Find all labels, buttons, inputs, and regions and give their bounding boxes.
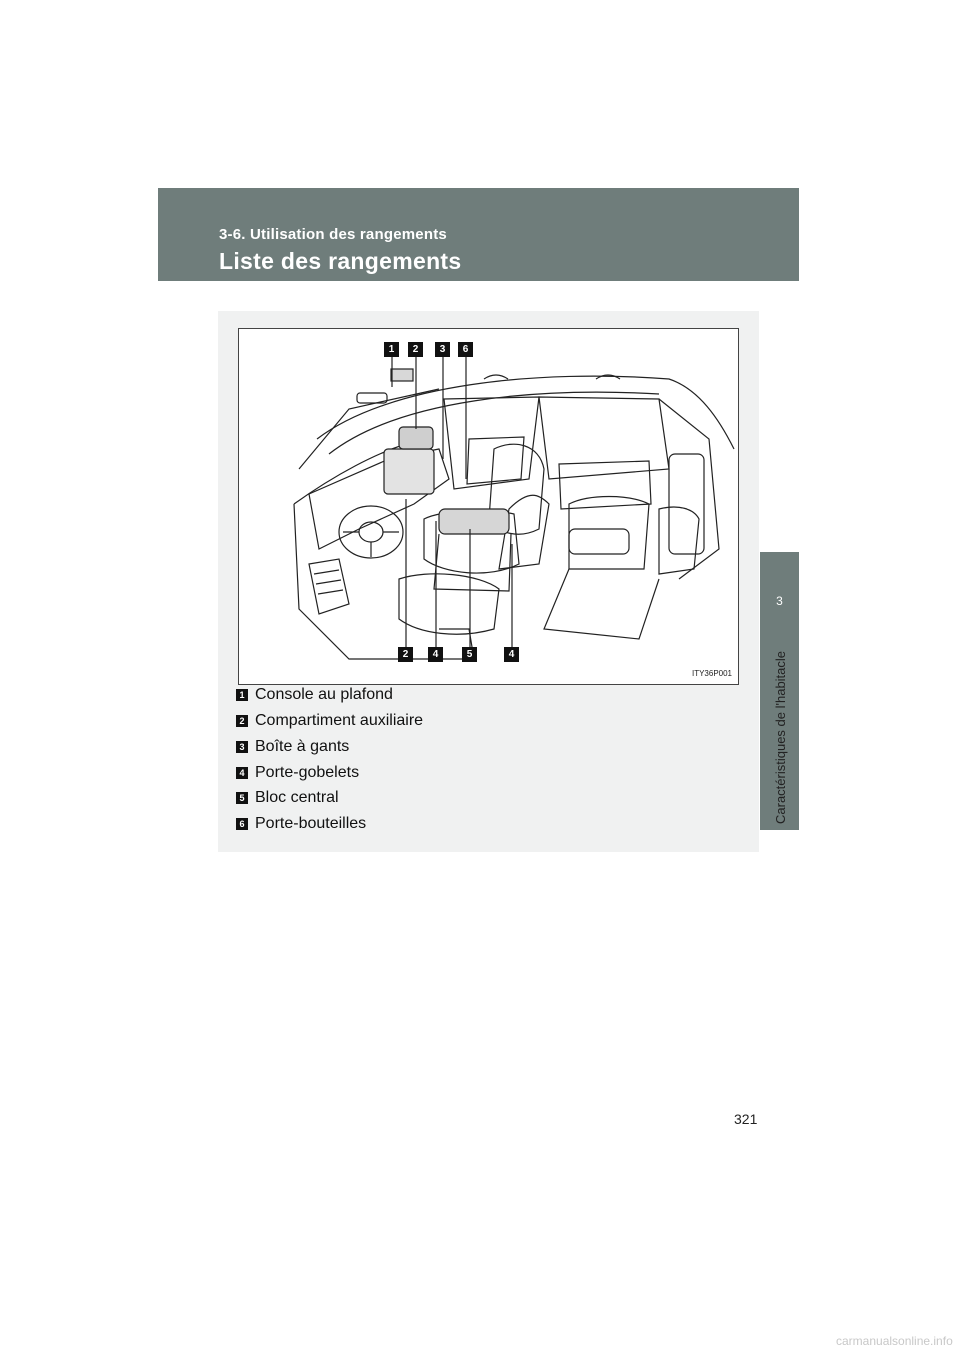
chapter-header [158, 188, 799, 281]
figure-code: ITY36P001 [691, 669, 732, 678]
callout-bottom-4b: 4 [504, 647, 519, 662]
callout-top-1: 1 [384, 342, 399, 357]
item-label: Console au plafond [255, 686, 393, 703]
item-number-badge: 5 [236, 792, 248, 804]
page-number: 321 [734, 1111, 758, 1127]
list-item [236, 686, 393, 706]
interior-illustration [238, 328, 739, 685]
callout-top-3: 3 [435, 342, 450, 357]
item-label: Porte-gobelets [255, 764, 360, 781]
chapter-side-label-box [767, 642, 793, 822]
callout-bottom-2: 2 [398, 647, 413, 662]
callout-bottom-4a: 4 [428, 647, 443, 662]
callout-bottom-5: 5 [462, 647, 477, 662]
section-heading: 3-6. Utilisation des rangements [219, 226, 447, 243]
chapter-side-label: Caractéristiques de l'habitacle [773, 650, 788, 824]
list-item [236, 712, 423, 732]
page-title: Liste des rangements [219, 248, 462, 274]
item-number-badge: 4 [236, 767, 248, 779]
callout-top-2: 2 [408, 342, 423, 357]
callout-top-6: 6 [458, 342, 473, 357]
item-label: Porte-bouteilles [255, 815, 367, 832]
list-item [236, 815, 366, 835]
item-number-badge: 6 [236, 818, 248, 830]
item-label: Compartiment auxiliaire [255, 712, 424, 729]
content-panel [218, 311, 759, 852]
car-interior-drawing [239, 329, 740, 686]
item-label: Boîte à gants [255, 738, 350, 755]
chapter-number: 3 [776, 594, 783, 608]
list-item [236, 764, 359, 784]
item-number-badge: 1 [236, 689, 248, 701]
watermark: carmanualsonline.info [836, 1334, 953, 1348]
item-label: Bloc central [255, 789, 339, 806]
item-number-badge: 2 [236, 715, 248, 727]
item-number-badge: 3 [236, 741, 248, 753]
list-item [236, 789, 339, 809]
list-item [236, 738, 349, 758]
